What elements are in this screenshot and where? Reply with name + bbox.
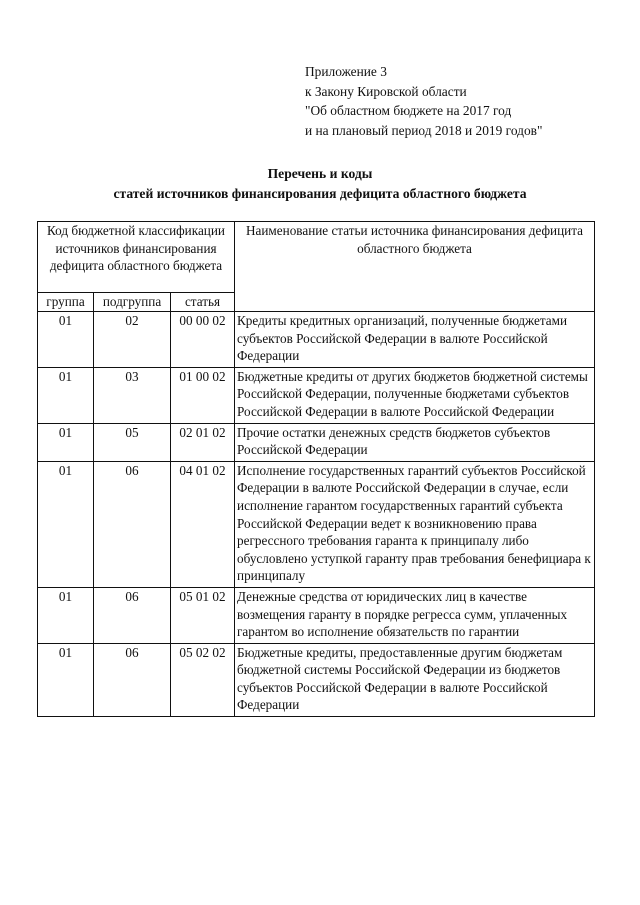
cell-name: Бюджетные кредиты, предоставленные другим бюджетам бюджетной системы Российской Федерации из бюджетов субъектов Российской Федерации в валюте Российской Федерации (235, 643, 595, 716)
annex-line-4: и на плановый период 2018 и 2019 годов" (305, 122, 543, 138)
cell-name: Прочие остатки денежных средств бюджетов субъектов Российской Федерации (235, 423, 595, 461)
document-title (0, 164, 640, 204)
subheader-article: статья (171, 293, 235, 312)
cell-group: 01 (38, 312, 94, 368)
cell-article: 04 01 02 (171, 461, 235, 587)
subheader-subgroup: подгруппа (94, 293, 171, 312)
cell-subgroup: 02 (94, 312, 171, 368)
cell-article: 05 01 02 (171, 587, 235, 643)
cell-name: Бюджетные кредиты от других бюджетов бюджетной системы Российской Федерации, полученные бюджетами субъектов Российской Федерации в валюте Российской Федерации (235, 367, 595, 423)
annex-block (305, 62, 542, 140)
table-row (38, 461, 595, 587)
cell-group: 01 (38, 643, 94, 716)
cell-group: 01 (38, 587, 94, 643)
annex-line-2: к Закону Кировской области (305, 83, 467, 99)
table-row (38, 423, 595, 461)
annex-line-1: Приложение 3 (305, 64, 387, 79)
cell-name: Исполнение государственных гарантий субъектов Российской Федерации в валюте Российской Федерации в случае, если исполнение гарантом государственных гарантий субъекта Российской Федерации ведет к возникновению права регрессного требования гаранта к принципалу либо обусловлено уступкой гаранту прав требования бенефициара к принципалу (235, 461, 595, 587)
cell-group: 01 (38, 423, 94, 461)
cell-name: Кредиты кредитных организаций, полученные бюджетами субъектов Российской Федерации в валюте Российской Федерации (235, 312, 595, 368)
title-line-1: Перечень и коды (267, 166, 373, 181)
cell-subgroup: 06 (94, 643, 171, 716)
cell-group: 01 (38, 461, 94, 587)
annex-line-3: "Об областном бюджете на 2017 год (305, 103, 512, 118)
codes-table (37, 221, 595, 717)
cell-subgroup: 03 (94, 367, 171, 423)
cell-name: Денежные средства от юридических лиц в качестве возмещения гаранту в порядке регресса сумм, уплаченных гарантом во исполнение обязательств по гарантии (235, 587, 595, 643)
cell-group: 01 (38, 367, 94, 423)
subheader-group: группа (38, 293, 94, 312)
table-header-row (38, 222, 595, 293)
table-row (38, 587, 595, 643)
table-row (38, 367, 595, 423)
header-code-cell: Код бюджетной классификации источников финансирования дефицита областного бюджета (38, 222, 235, 293)
table-row (38, 643, 595, 716)
cell-subgroup: 06 (94, 587, 171, 643)
cell-article: 02 01 02 (171, 423, 235, 461)
table-row (38, 312, 595, 368)
cell-article: 00 00 02 (171, 312, 235, 368)
cell-article: 01 00 02 (171, 367, 235, 423)
title-line-2: статей источников финансирования дефицита областного бюджета (113, 186, 527, 201)
cell-subgroup: 06 (94, 461, 171, 587)
cell-subgroup: 05 (94, 423, 171, 461)
cell-article: 05 02 02 (171, 643, 235, 716)
header-name-cell: Наименование статьи источника финансирования дефицита областного бюджета (235, 222, 595, 312)
